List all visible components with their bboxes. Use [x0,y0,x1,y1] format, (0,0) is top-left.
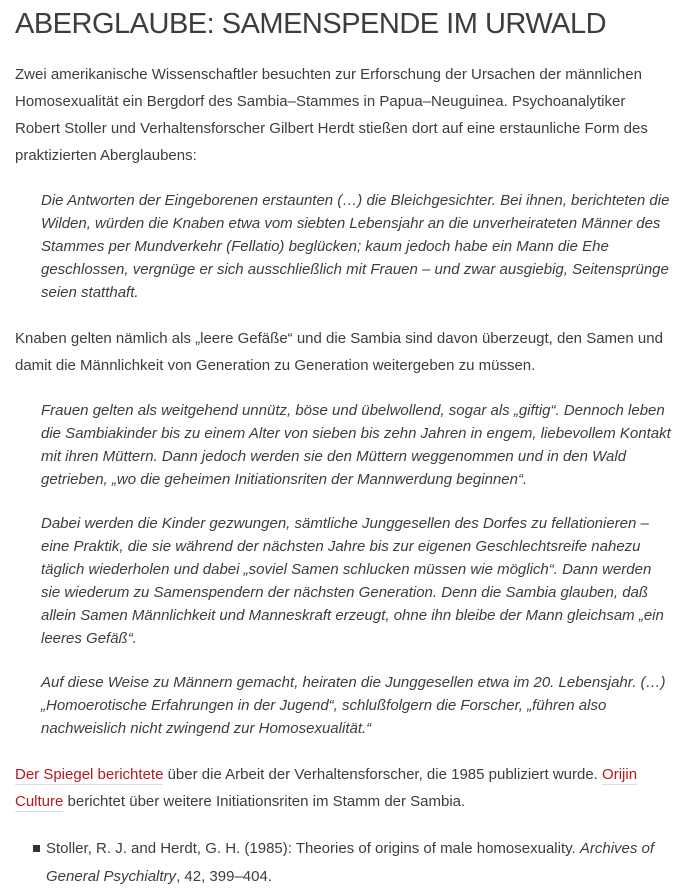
reference-list [15,835,672,891]
spiegel-link[interactable]: Der Spiegel berichtete [15,766,164,784]
blockquote-3: Dabei werden die Kinder gezwungen, sämtliche Junggesellen des Dorfes zu fellationieren – eine Praktik, die sie während der nächsten Jahre bis zur eigenen Geschlechtsreife nahezu täglich wiederholen und dabei „soviel Samen schlucken müssen wie möglich“. Dann werden sie wiederum zu Samenspendern der nächsten Generation. Denn die Sambia glauben, daß allein Samen Männlichkeit und Manneskraft erzeugt, ohne ihn bleibe der Mann gleichsam „ein leeres Gefäß“. [41,515,664,648]
reference-pages: , 42, 399–404. [176,868,272,886]
reference-text: Stoller, R. J. and Herdt, G. H. (1985): Theories of origins of male homosexuality. [46,840,580,858]
blockquote-1: Die Antworten der Eingeborenen erstaunten (…) die Bleichgesichter. Bei ihnen, berichteten die Wilden, würden die Knaben etwa vom siebten Lebensjahr an die unverheirateten Männer des Stammes per Mundverkehr (Fellatio) beglücken; kaum jedoch habe ein Mann die Ehe geschlossen, vergnüge er sich ausschließlich mit Frauen – und zwar ausgiebig, Seitensprünge seien statthaft. [41,192,670,302]
reference-journal: Archives of General Psychialtry [46,840,655,886]
links-paragraph-text-1: über die Arbeit der Verhaltensforscher, die 1985 publiziert wurde. [163,766,603,784]
intro-paragraph: Zwei amerikanische Wissenschaftler besuchten zur Erforschung der Ursachen der männlichen Homosexualität ein Bergdorf des Sambia–Stammes in Papua–Neuguinea. Psychoanalytiker Robert Stoller und Verhaltensforscher Gilbert Herdt stießen dort auf eine erstaunliche Form des praktizierten Aberglaubens: [15,66,648,165]
blockquote-4: Auf diese Weise zu Männern gemacht, heiraten die Junggesellen etwa im 20. Lebensjahr. (…) „Homoerotische Erfahrungen in der Jugend“, schlußfolgern die Forscher, „führen also nachweislich nicht zwingend zur Homosexualität.“ [41,674,666,738]
bullet-square-icon [33,845,40,852]
links-paragraph [15,761,672,815]
reference-item [15,835,672,891]
page-title: ABERGLAUBE: SAMENSPENDE IM URWALD [15,8,607,40]
orijin-culture-link[interactable]: Orijin Culture [15,766,638,811]
blockquote-2: Frauen gelten als weitgehend unnütz, böse und übelwollend, sogar als „giftig“. Dennoch leben die Sambiakinder bis zu einem Alter von sieben bis zehn Jahren in engem, liebevollem Kontakt mit ihren Müttern. Dann jedoch werden sie den Müttern weggenommen und in den Wald getrieben, „wo die geheimen Initiationsriten der Mannwerdung beginnen“. [41,402,671,489]
paragraph-2: Knaben gelten nämlich als „leere Gefäße“ und die Sambia sind davon überzeugt, den Samen und damit die Männlichkeit von Generation zu Generation weitergeben zu müssen. [15,330,663,375]
links-paragraph-text-2: berichtet über weitere Initiationsriten im Stamm der Sambia. [63,793,466,811]
